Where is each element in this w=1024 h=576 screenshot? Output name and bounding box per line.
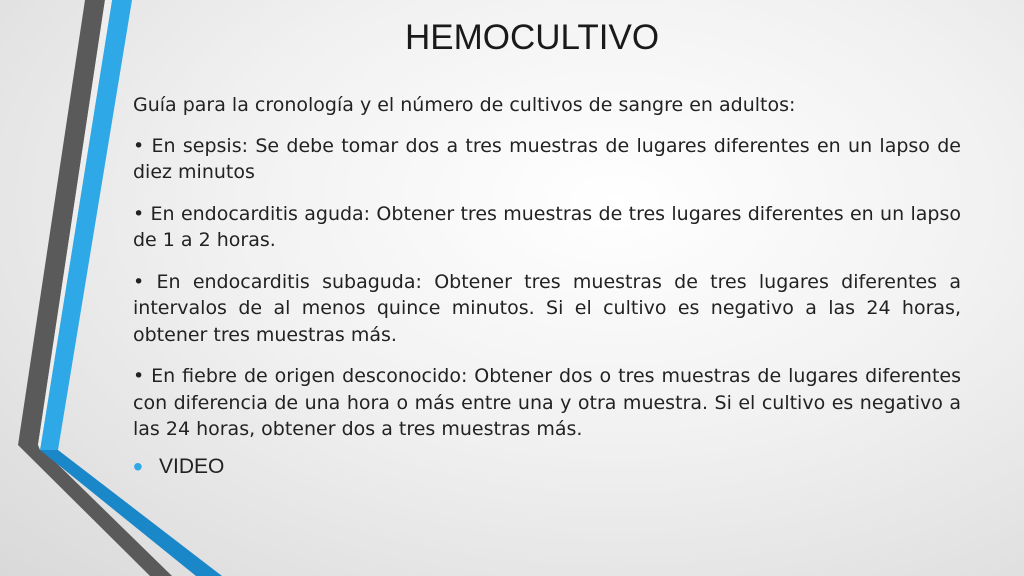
bullet-endocarditis-subaguda: • En endocarditis subaguda: Obtener tres muestras de tres lugares diferentes a intervalos de al menos quince minutos. Si el cultivo es negativo a las 24 horas, obtener tres muestras más. — [133, 270, 961, 346]
bullet-fiebre-origen-desconocido: • En fiebre de origen desconocido: Obtener dos o tres muestras de lugares diferentes con diferencia de una hora o más entre una y otra muestra. Si el cultivo es negativo a las 24 horas, obtener dos a tres muestras más. — [133, 365, 961, 440]
slide-content — [133, 92, 961, 480]
slide-title: HEMOCULTIVO — [404, 18, 660, 57]
bullet-sepsis: • En sepsis: Se debe tomar dos a tres muestras de lugares diferentes en un lapso de diez minutos — [133, 134, 961, 183]
bullet-endocarditis-aguda: • En endocarditis aguda: Obtener tres muestras de tres lugares diferentes en un lapso de 1 a 2 horas. — [133, 202, 961, 251]
video-bullet: • — [133, 450, 143, 482]
video-label: VIDEO — [159, 454, 225, 478]
video-item — [133, 450, 961, 482]
intro-text: Guía para la cronología y el número de cultivos de sangre en adultos: — [133, 94, 796, 116]
